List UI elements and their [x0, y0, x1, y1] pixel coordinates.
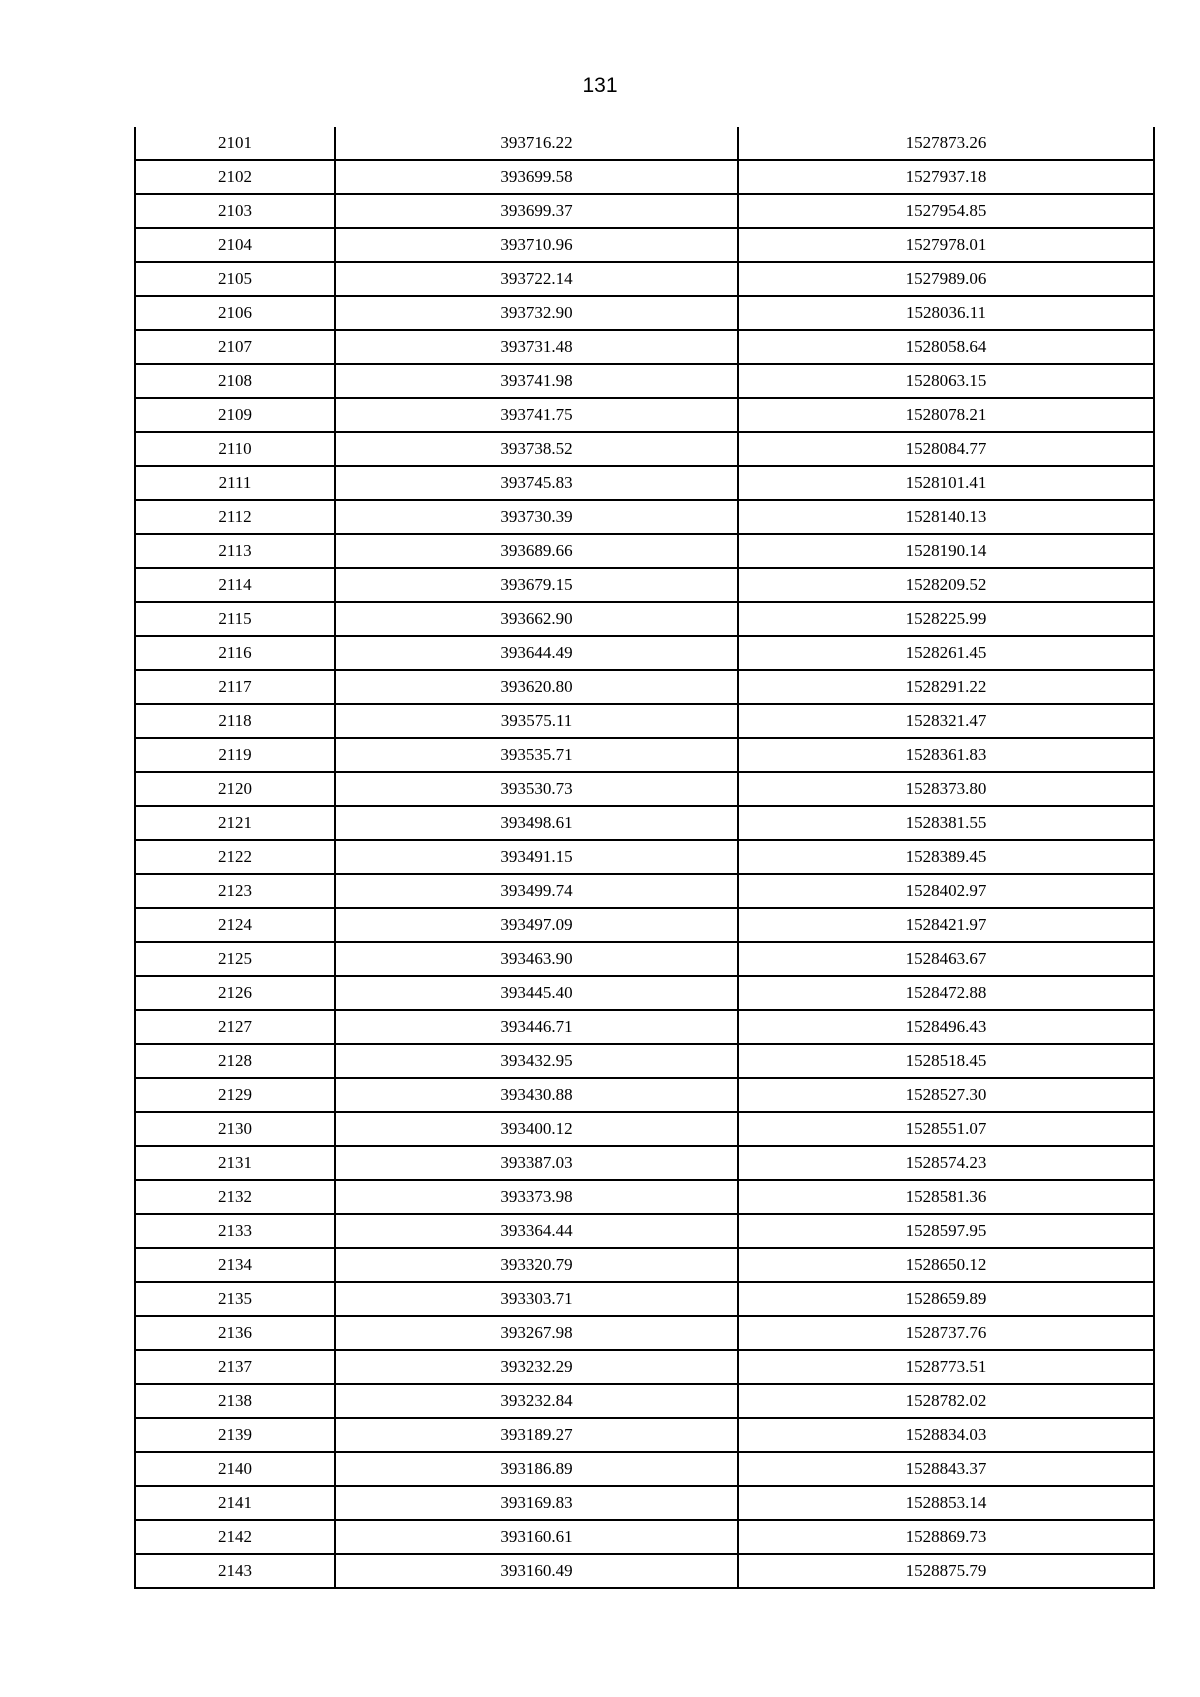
point-number-cell: 2112	[135, 500, 335, 534]
table-row	[135, 874, 1154, 908]
y-coordinate-cell: 1527873.26	[738, 127, 1154, 160]
point-number-cell: 2106	[135, 296, 335, 330]
y-coordinate-cell: 1528321.47	[738, 704, 1154, 738]
table-row	[135, 602, 1154, 636]
table-body	[135, 127, 1154, 1588]
y-coordinate-cell: 1527954.85	[738, 194, 1154, 228]
table-row	[135, 1078, 1154, 1112]
coordinates-table	[134, 127, 1155, 1589]
point-number-cell: 2103	[135, 194, 335, 228]
table-row	[135, 772, 1154, 806]
table-row	[135, 466, 1154, 500]
table-row	[135, 1214, 1154, 1248]
x-coordinate-cell: 393530.73	[335, 772, 738, 806]
point-number-cell: 2118	[135, 704, 335, 738]
x-coordinate-cell: 393400.12	[335, 1112, 738, 1146]
point-number-cell: 2126	[135, 976, 335, 1010]
y-coordinate-cell: 1528389.45	[738, 840, 1154, 874]
point-number-cell: 2105	[135, 262, 335, 296]
table-row	[135, 1282, 1154, 1316]
y-coordinate-cell: 1528527.30	[738, 1078, 1154, 1112]
page-number: 131	[582, 74, 618, 97]
x-coordinate-cell: 393620.80	[335, 670, 738, 704]
x-coordinate-cell: 393499.74	[335, 874, 738, 908]
x-coordinate-cell: 393432.95	[335, 1044, 738, 1078]
point-number-cell: 2114	[135, 568, 335, 602]
table-row	[135, 500, 1154, 534]
table-row	[135, 908, 1154, 942]
y-coordinate-cell: 1528373.80	[738, 772, 1154, 806]
point-number-cell: 2141	[135, 1486, 335, 1520]
y-coordinate-cell: 1527978.01	[738, 228, 1154, 262]
y-coordinate-cell: 1528472.88	[738, 976, 1154, 1010]
table-row	[135, 704, 1154, 738]
point-number-cell: 2107	[135, 330, 335, 364]
x-coordinate-cell: 393662.90	[335, 602, 738, 636]
x-coordinate-cell: 393232.84	[335, 1384, 738, 1418]
x-coordinate-cell: 393169.83	[335, 1486, 738, 1520]
y-coordinate-cell: 1528463.67	[738, 942, 1154, 976]
y-coordinate-cell: 1528209.52	[738, 568, 1154, 602]
point-number-cell: 2109	[135, 398, 335, 432]
table-row	[135, 1112, 1154, 1146]
x-coordinate-cell: 393303.71	[335, 1282, 738, 1316]
point-number-cell: 2133	[135, 1214, 335, 1248]
y-coordinate-cell: 1528650.12	[738, 1248, 1154, 1282]
x-coordinate-cell: 393745.83	[335, 466, 738, 500]
y-coordinate-cell: 1528496.43	[738, 1010, 1154, 1044]
point-number-cell: 2132	[135, 1180, 335, 1214]
x-coordinate-cell: 393267.98	[335, 1316, 738, 1350]
x-coordinate-cell: 393186.89	[335, 1452, 738, 1486]
table-row	[135, 1554, 1154, 1588]
y-coordinate-cell: 1528875.79	[738, 1554, 1154, 1588]
x-coordinate-cell: 393364.44	[335, 1214, 738, 1248]
x-coordinate-cell: 393731.48	[335, 330, 738, 364]
x-coordinate-cell: 393741.98	[335, 364, 738, 398]
x-coordinate-cell: 393373.98	[335, 1180, 738, 1214]
x-coordinate-cell: 393160.61	[335, 1520, 738, 1554]
point-number-cell: 2128	[135, 1044, 335, 1078]
x-coordinate-cell: 393491.15	[335, 840, 738, 874]
table-row	[135, 1350, 1154, 1384]
point-number-cell: 2102	[135, 160, 335, 194]
table-row	[135, 194, 1154, 228]
table-row	[135, 1316, 1154, 1350]
table-row	[135, 636, 1154, 670]
x-coordinate-cell: 393320.79	[335, 1248, 738, 1282]
y-coordinate-cell: 1528063.15	[738, 364, 1154, 398]
y-coordinate-cell: 1528869.73	[738, 1520, 1154, 1554]
point-number-cell: 2111	[135, 466, 335, 500]
point-number-cell: 2115	[135, 602, 335, 636]
point-number-cell: 2101	[135, 127, 335, 160]
x-coordinate-cell: 393463.90	[335, 942, 738, 976]
table-row	[135, 1418, 1154, 1452]
x-coordinate-cell: 393535.71	[335, 738, 738, 772]
y-coordinate-cell: 1528551.07	[738, 1112, 1154, 1146]
x-coordinate-cell: 393722.14	[335, 262, 738, 296]
x-coordinate-cell: 393730.39	[335, 500, 738, 534]
point-number-cell: 2130	[135, 1112, 335, 1146]
table-row	[135, 670, 1154, 704]
x-coordinate-cell: 393716.22	[335, 127, 738, 160]
table-row	[135, 840, 1154, 874]
y-coordinate-cell: 1528225.99	[738, 602, 1154, 636]
table-row	[135, 534, 1154, 568]
table-row	[135, 1452, 1154, 1486]
x-coordinate-cell: 393699.58	[335, 160, 738, 194]
point-number-cell: 2119	[135, 738, 335, 772]
x-coordinate-cell: 393497.09	[335, 908, 738, 942]
y-coordinate-cell: 1527937.18	[738, 160, 1154, 194]
point-number-cell: 2143	[135, 1554, 335, 1588]
y-coordinate-cell: 1528518.45	[738, 1044, 1154, 1078]
table-row	[135, 1010, 1154, 1044]
table-row	[135, 398, 1154, 432]
x-coordinate-cell: 393232.29	[335, 1350, 738, 1384]
y-coordinate-cell: 1528140.13	[738, 500, 1154, 534]
point-number-cell: 2121	[135, 806, 335, 840]
x-coordinate-cell: 393189.27	[335, 1418, 738, 1452]
point-number-cell: 2122	[135, 840, 335, 874]
y-coordinate-cell: 1528381.55	[738, 806, 1154, 840]
y-coordinate-cell: 1528402.97	[738, 874, 1154, 908]
y-coordinate-cell: 1528058.64	[738, 330, 1154, 364]
y-coordinate-cell: 1528782.02	[738, 1384, 1154, 1418]
point-number-cell: 2140	[135, 1452, 335, 1486]
y-coordinate-cell: 1528737.76	[738, 1316, 1154, 1350]
point-number-cell: 2137	[135, 1350, 335, 1384]
table-row	[135, 262, 1154, 296]
table-row	[135, 432, 1154, 466]
point-number-cell: 2134	[135, 1248, 335, 1282]
x-coordinate-cell: 393732.90	[335, 296, 738, 330]
point-number-cell: 2131	[135, 1146, 335, 1180]
table-row	[135, 568, 1154, 602]
x-coordinate-cell: 393679.15	[335, 568, 738, 602]
x-coordinate-cell: 393498.61	[335, 806, 738, 840]
table-row	[135, 738, 1154, 772]
y-coordinate-cell: 1528773.51	[738, 1350, 1154, 1384]
table-row	[135, 1520, 1154, 1554]
point-number-cell: 2139	[135, 1418, 335, 1452]
x-coordinate-cell: 393575.11	[335, 704, 738, 738]
x-coordinate-cell: 393445.40	[335, 976, 738, 1010]
point-number-cell: 2116	[135, 636, 335, 670]
point-number-cell: 2110	[135, 432, 335, 466]
table-row	[135, 1486, 1154, 1520]
y-coordinate-cell: 1528078.21	[738, 398, 1154, 432]
y-coordinate-cell: 1527989.06	[738, 262, 1154, 296]
point-number-cell: 2135	[135, 1282, 335, 1316]
point-number-cell: 2127	[135, 1010, 335, 1044]
table-row	[135, 364, 1154, 398]
point-number-cell: 2136	[135, 1316, 335, 1350]
x-coordinate-cell: 393430.88	[335, 1078, 738, 1112]
x-coordinate-cell: 393644.49	[335, 636, 738, 670]
x-coordinate-cell: 393689.66	[335, 534, 738, 568]
table-row	[135, 976, 1154, 1010]
point-number-cell: 2117	[135, 670, 335, 704]
y-coordinate-cell: 1528036.11	[738, 296, 1154, 330]
table-row	[135, 330, 1154, 364]
point-number-cell: 2138	[135, 1384, 335, 1418]
x-coordinate-cell: 393741.75	[335, 398, 738, 432]
point-number-cell: 2129	[135, 1078, 335, 1112]
table-row	[135, 1180, 1154, 1214]
y-coordinate-cell: 1528659.89	[738, 1282, 1154, 1316]
y-coordinate-cell: 1528101.41	[738, 466, 1154, 500]
table-row	[135, 1384, 1154, 1418]
table-row	[135, 160, 1154, 194]
y-coordinate-cell: 1528843.37	[738, 1452, 1154, 1486]
table-row	[135, 1146, 1154, 1180]
y-coordinate-cell: 1528421.97	[738, 908, 1154, 942]
point-number-cell: 2123	[135, 874, 335, 908]
y-coordinate-cell: 1528834.03	[738, 1418, 1154, 1452]
table-row	[135, 228, 1154, 262]
point-number-cell: 2120	[135, 772, 335, 806]
table-row	[135, 296, 1154, 330]
x-coordinate-cell: 393160.49	[335, 1554, 738, 1588]
table-row	[135, 1044, 1154, 1078]
table-row	[135, 806, 1154, 840]
y-coordinate-cell: 1528261.45	[738, 636, 1154, 670]
y-coordinate-cell: 1528581.36	[738, 1180, 1154, 1214]
point-number-cell: 2124	[135, 908, 335, 942]
x-coordinate-cell: 393699.37	[335, 194, 738, 228]
y-coordinate-cell: 1528574.23	[738, 1146, 1154, 1180]
table-row	[135, 127, 1154, 160]
y-coordinate-cell: 1528291.22	[738, 670, 1154, 704]
y-coordinate-cell: 1528853.14	[738, 1486, 1154, 1520]
y-coordinate-cell: 1528597.95	[738, 1214, 1154, 1248]
x-coordinate-cell: 393710.96	[335, 228, 738, 262]
x-coordinate-cell: 393387.03	[335, 1146, 738, 1180]
table-row	[135, 942, 1154, 976]
point-number-cell: 2142	[135, 1520, 335, 1554]
point-number-cell: 2113	[135, 534, 335, 568]
x-coordinate-cell: 393738.52	[335, 432, 738, 466]
point-number-cell: 2108	[135, 364, 335, 398]
y-coordinate-cell: 1528084.77	[738, 432, 1154, 466]
y-coordinate-cell: 1528190.14	[738, 534, 1154, 568]
x-coordinate-cell: 393446.71	[335, 1010, 738, 1044]
point-number-cell: 2104	[135, 228, 335, 262]
y-coordinate-cell: 1528361.83	[738, 738, 1154, 772]
point-number-cell: 2125	[135, 942, 335, 976]
table-row	[135, 1248, 1154, 1282]
